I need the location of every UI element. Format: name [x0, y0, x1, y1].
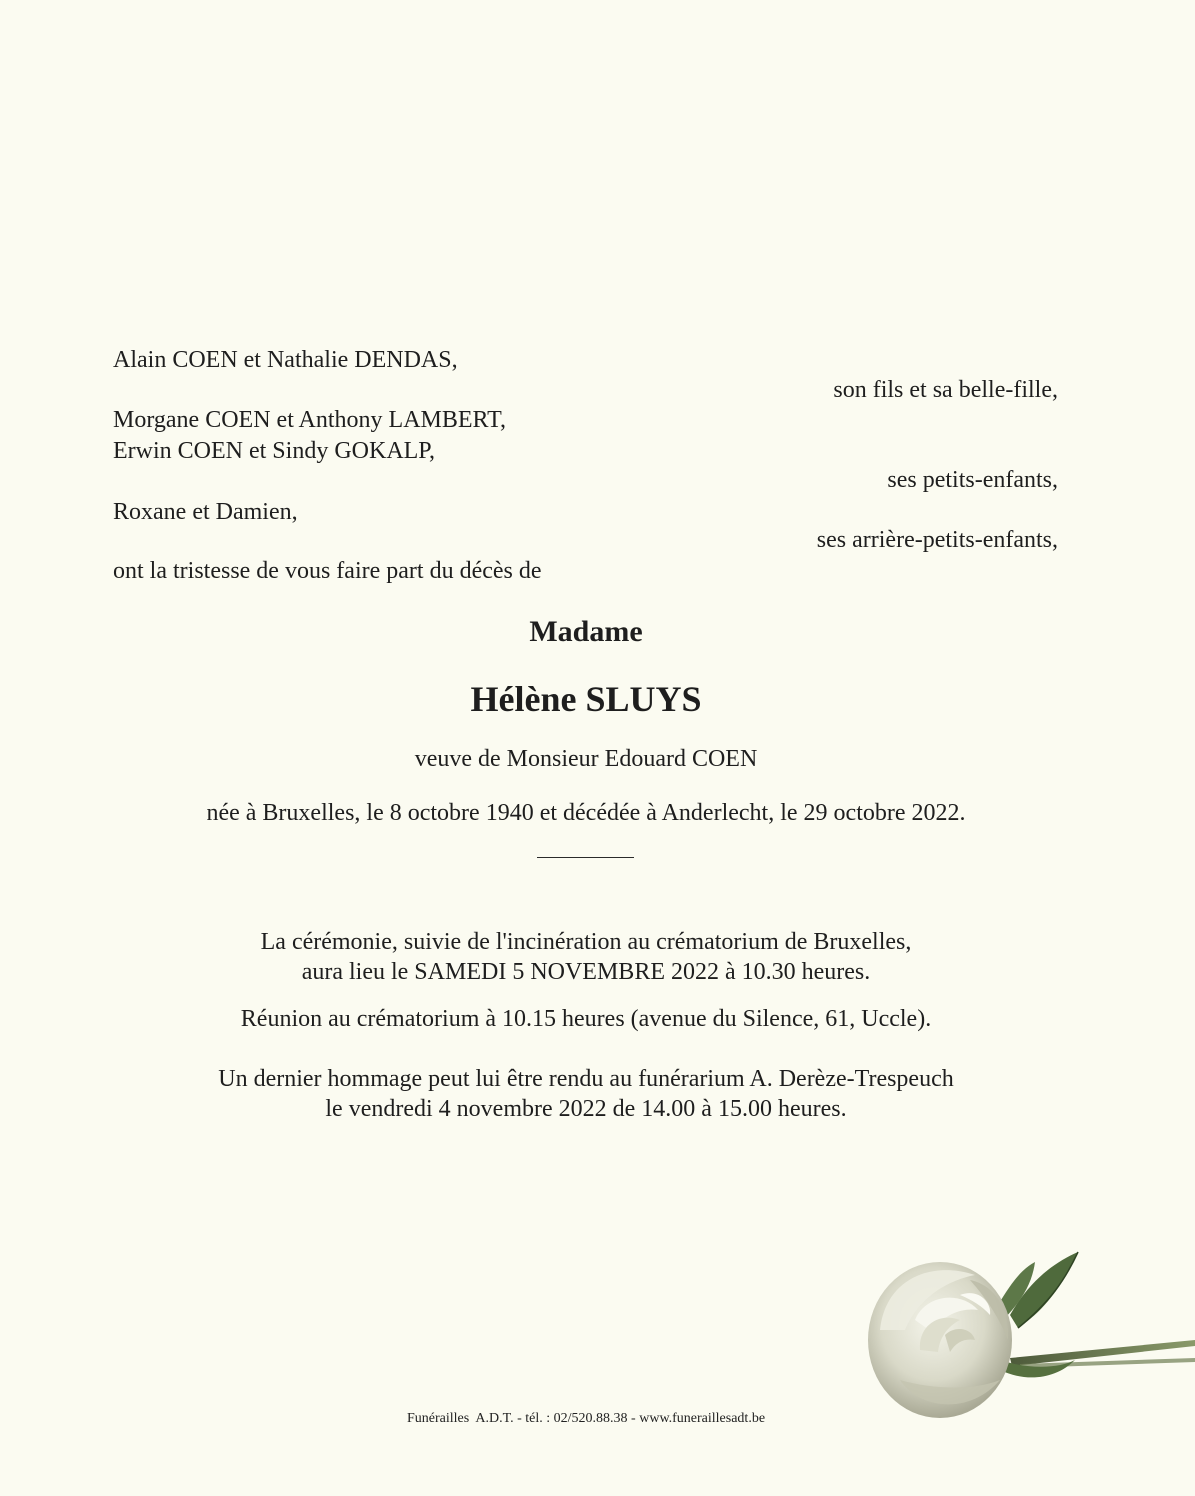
grandchildren-role: ses petits-enfants,	[887, 467, 1058, 493]
grandchild-1: Morgane COEN et Anthony LAMBERT,	[113, 407, 506, 433]
widow-of: veuve de Monsieur Edouard COEN	[414, 746, 758, 772]
great-grandchildren: Roxane et Damien,	[113, 499, 298, 525]
son-role: son fils et sa belle-fille,	[833, 377, 1058, 403]
son-couple: Alain COEN et Nathalie DENDAS,	[113, 347, 458, 373]
tribute-line-1: Un dernier hommage peut lui être rendu au funérarium A. Derèze-Trespeuch	[218, 1066, 954, 1092]
tribute-line-2: le vendredi 4 novembre 2022 de 14.00 à 15.00 heures.	[325, 1096, 847, 1122]
ceremony-line-2: aura lieu le SAMEDI 5 NOVEMBRE 2022 à 10.30 heures.	[301, 959, 871, 985]
life-dates: née à Bruxelles, le 8 octobre 1940 et décédée à Anderlecht, le 29 octobre 2022.	[206, 800, 966, 826]
grandchild-2: Erwin COEN et Sindy GOKALP,	[113, 438, 435, 464]
meeting-info: Réunion au crématorium à 10.15 heures (avenue du Silence, 61, Uccle).	[240, 1006, 932, 1032]
footer-contact: Funérailles A.D.T. - tél. : 02/520.88.38 - www.funeraillesadt.be	[406, 1411, 766, 1426]
deceased-name: Hélène SLUYS	[470, 679, 702, 719]
deceased-title: Madame	[529, 615, 643, 648]
announcement: ont la tristesse de vous faire part du décès de	[113, 558, 542, 584]
great-grandchildren-role: ses arrière-petits-enfants,	[816, 527, 1058, 553]
separator-line	[537, 857, 634, 858]
ceremony-line-1: La cérémonie, suivie de l'incinération au crématorium de Bruxelles,	[260, 929, 912, 955]
